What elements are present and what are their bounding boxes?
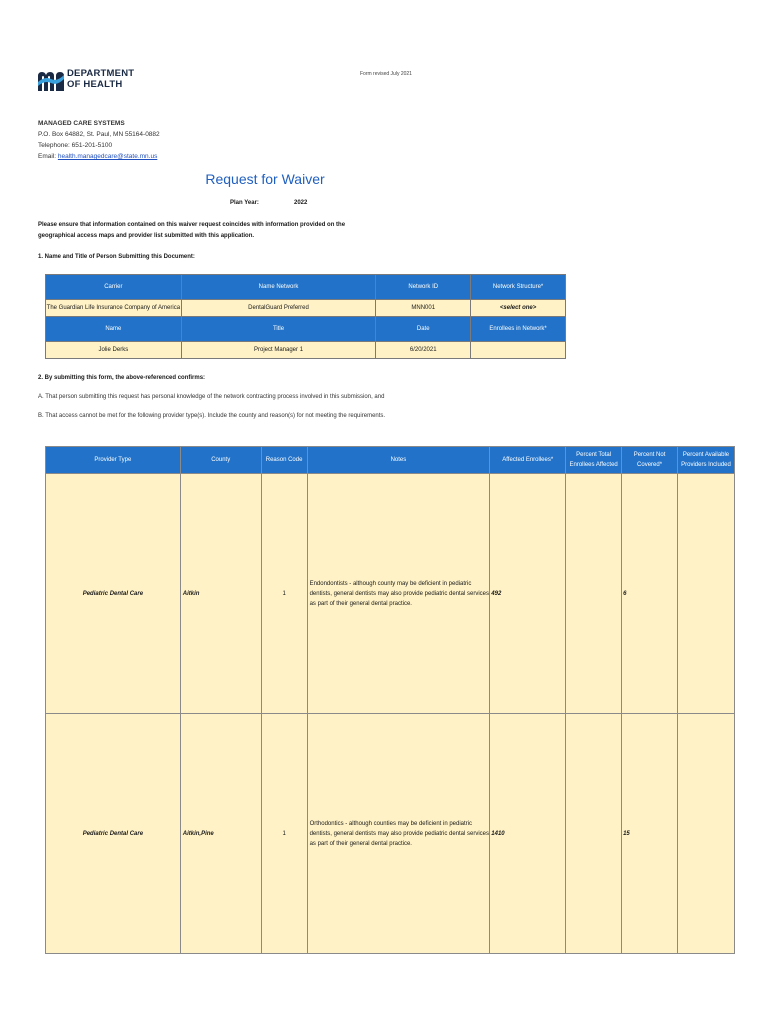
header-affected-enrollees: Affected Enrollees* <box>490 447 566 474</box>
section-1-heading: 1. Name and Title of Person Submitting this Document: <box>38 254 195 260</box>
name-cell[interactable]: Jolie Derks <box>46 342 182 359</box>
section-2-heading: 2. By submitting this form, the above-referenced confirms: <box>38 375 206 381</box>
name-network-cell[interactable]: DentalGuard Preferred <box>181 300 376 317</box>
county-cell[interactable]: Aitkin,Pine <box>180 714 261 954</box>
header-county: County <box>180 447 261 474</box>
email-label: Email: <box>38 153 58 160</box>
plan-year <box>230 200 308 206</box>
table-header-row <box>46 275 566 300</box>
header-reason-code: Reason Code <box>261 447 307 474</box>
mn-logo-icon <box>37 70 65 92</box>
percent-not-covered-cell[interactable]: 15 <box>622 714 678 954</box>
header-percent-available: Percent Available Providers Included <box>678 447 735 474</box>
table-row <box>46 300 566 317</box>
header-percent-not-covered: Percent Not Covered* <box>622 447 678 474</box>
table-row <box>46 342 566 359</box>
notice-line-2: geographical access maps and provider list submitted with this application. <box>38 233 255 239</box>
header-network-id: Network ID <box>376 275 471 300</box>
notes-cell[interactable]: Orthodontics - although counties may be deficient in pediatric dentists, general dentists may also provide pediatric dental services as part of their general dental practice. <box>307 714 490 954</box>
percent-total-cell[interactable] <box>566 714 622 954</box>
form-revised-note: Form revised July 2021 <box>360 71 412 77</box>
email-link[interactable]: health.managedcare@state.mn.us <box>57 153 158 160</box>
header-name: Name <box>46 317 182 342</box>
carrier-cell[interactable]: The Guardian Life Insurance Company of America <box>46 300 182 317</box>
percent-available-cell[interactable] <box>678 474 735 714</box>
logo-line-1: DEPARTMENT <box>67 68 135 79</box>
county-cell[interactable]: Aitkin <box>180 474 261 714</box>
reason-code-cell[interactable]: 1 <box>261 714 307 954</box>
table-header-row <box>46 317 566 342</box>
org-block <box>38 118 160 162</box>
table-row <box>46 714 735 954</box>
org-telephone: Telephone: 651-201-5100 <box>38 142 113 149</box>
notice-line-1: Please ensure that information contained on this waiver request coincides with information provided on the <box>38 222 346 228</box>
header-network-structure: Network Structure* <box>471 275 566 300</box>
percent-not-covered-cell[interactable]: 6 <box>622 474 678 714</box>
network-id-cell[interactable]: MNN001 <box>376 300 471 317</box>
header-carrier: Carrier <box>46 275 182 300</box>
header-name-network: Name Network <box>181 275 376 300</box>
provider-type-cell[interactable]: Pediatric Dental Care <box>46 714 181 954</box>
percent-total-cell[interactable] <box>566 474 622 714</box>
reason-code-cell[interactable]: 1 <box>261 474 307 714</box>
provider-type-cell[interactable]: Pediatric Dental Care <box>46 474 181 714</box>
page-title: Request for Waiver <box>205 171 325 187</box>
org-address: P.O. Box 64882, St. Paul, MN 55164-0882 <box>38 131 160 138</box>
notes-cell[interactable]: Endondontists - although county may be deficient in pediatric dentists, general dentists may also provide pediatric dental services as part of their general dental practice. <box>307 474 490 714</box>
table-header-row <box>46 447 735 474</box>
logo-line-2: OF HEALTH <box>67 79 123 90</box>
header-provider-type: Provider Type <box>46 447 181 474</box>
waiver-table <box>45 446 735 954</box>
org-email-line <box>38 151 160 162</box>
submitter-table <box>45 274 566 359</box>
notice <box>38 220 345 242</box>
header-date: Date <box>376 317 471 342</box>
date-cell[interactable]: 6/20/2021 <box>376 342 471 359</box>
header-title: Title <box>181 317 376 342</box>
header-enrollees: Enrollees in Network* <box>471 317 566 342</box>
affected-enrollees-cell[interactable]: 1410 <box>490 714 566 954</box>
mdh-logo <box>37 68 135 94</box>
org-name: MANAGED CARE SYSTEMS <box>38 120 125 127</box>
enrollees-cell[interactable] <box>471 342 566 359</box>
header-percent-total: Percent Total Enrollees Affected <box>566 447 622 474</box>
affected-enrollees-cell[interactable]: 492 <box>490 474 566 714</box>
table-row <box>46 474 735 714</box>
title-cell[interactable]: Project Manager 1 <box>181 342 376 359</box>
header-notes: Notes <box>307 447 490 474</box>
item-b: B. That access cannot be met for the following provider type(s). Include the county and reason(s) for not meeting the requirements. <box>38 413 386 419</box>
plan-year-label: Plan Year: <box>230 200 259 206</box>
network-structure-select[interactable]: <select one> <box>471 300 566 317</box>
plan-year-value[interactable]: 2022 <box>294 200 308 206</box>
item-a: A. That person submitting this request has personal knowledge of the network contracting process involved in this submission, and <box>38 394 385 400</box>
percent-available-cell[interactable] <box>678 714 735 954</box>
